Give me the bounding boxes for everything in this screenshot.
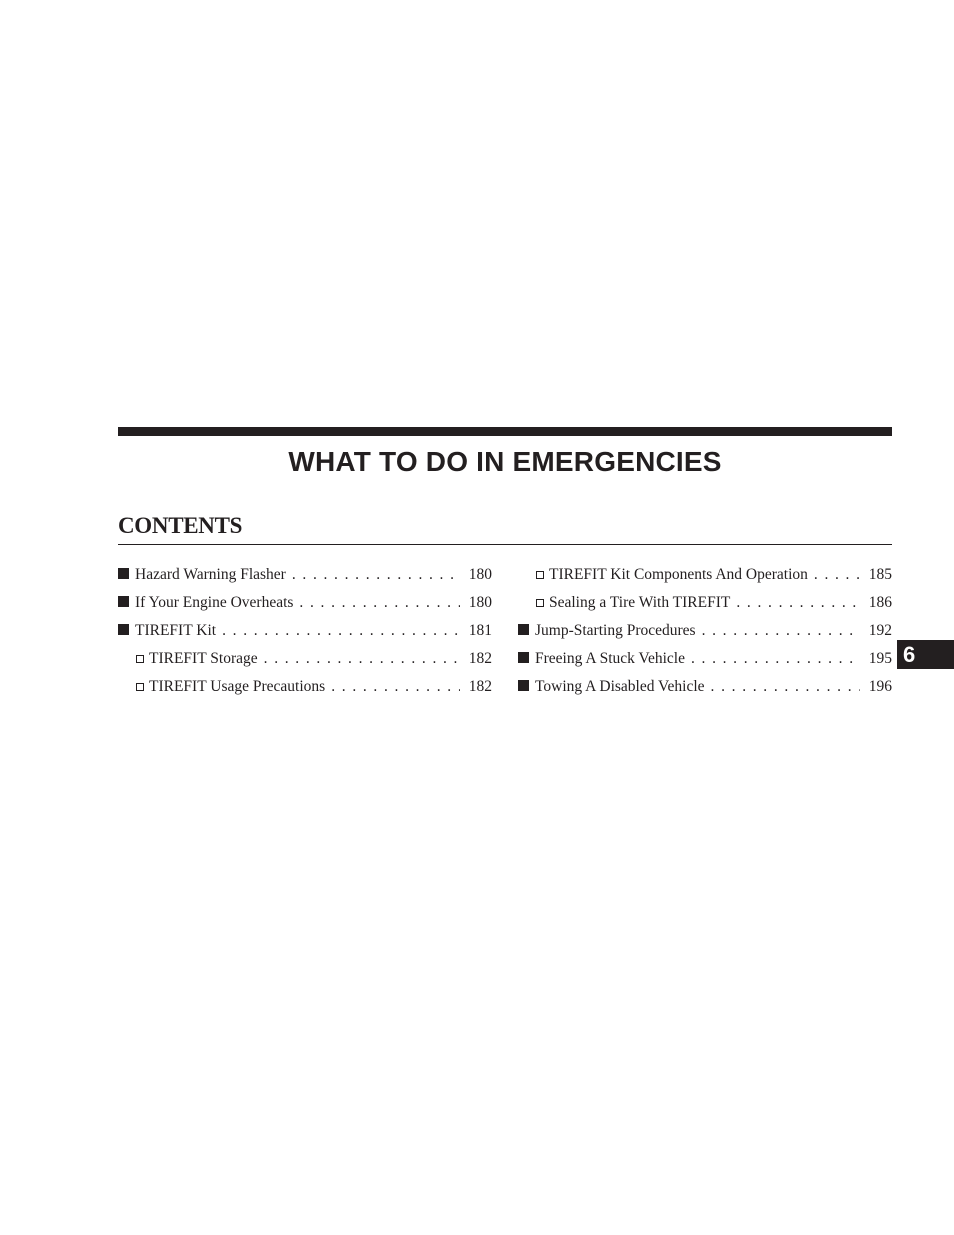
toc-entry-page: 180 [468, 566, 492, 583]
chapter-tab [897, 640, 954, 669]
toc-entry-page: 180 [468, 594, 492, 611]
toc-entry-page: 195 [868, 650, 892, 667]
toc-entry-label: Towing A Disabled Vehicle [535, 678, 705, 695]
dot-leader [264, 645, 460, 673]
dot-leader [691, 645, 860, 673]
filled-square-bullet-icon [518, 680, 529, 691]
toc-entry-tirefit-usage-precautions[interactable] [118, 673, 492, 701]
chapter-title: WHAT TO DO IN EMERGENCIES [288, 446, 722, 477]
hollow-square-bullet-icon [536, 571, 544, 579]
toc-entry-tirefit-storage[interactable] [118, 645, 492, 673]
toc-entry-hazard-warning-flasher[interactable] [118, 561, 492, 589]
toc-entry-page: 181 [468, 622, 492, 639]
hollow-square-bullet-icon [136, 655, 144, 663]
toc-entry-freeing-a-stuck-vehicle[interactable] [518, 645, 892, 673]
chapter-tab-number: 6 [903, 642, 916, 667]
toc-left-column [118, 561, 492, 701]
toc-entry-label: If Your Engine Overheats [135, 594, 294, 611]
dot-leader [222, 617, 460, 645]
dot-leader [702, 617, 860, 645]
toc-entry-page: 185 [868, 566, 892, 583]
contents-heading: CONTENTS [118, 513, 243, 538]
toc-entry-page: 182 [468, 650, 492, 667]
dot-leader [736, 589, 860, 617]
filled-square-bullet-icon [118, 624, 129, 635]
toc-entry-page: 182 [468, 678, 492, 695]
toc-entry-if-your-engine-overheats[interactable] [118, 589, 492, 617]
toc-entry-towing-a-disabled-vehicle[interactable] [518, 673, 892, 701]
toc-entry-tirefit-kit-components[interactable] [518, 561, 892, 589]
dot-leader [711, 673, 860, 701]
dot-leader [814, 561, 860, 589]
hollow-square-bullet-icon [136, 683, 144, 691]
toc-right-column [518, 561, 892, 701]
toc-entry-label: TIREFIT Kit [135, 622, 217, 639]
toc-entry-label: Sealing a Tire With TIREFIT [549, 594, 731, 611]
toc-entry-sealing-a-tire[interactable] [518, 589, 892, 617]
filled-square-bullet-icon [518, 624, 529, 635]
dot-leader [292, 561, 460, 589]
filled-square-bullet-icon [118, 596, 129, 607]
toc-entry-label: Freeing A Stuck Vehicle [535, 650, 685, 667]
contents-rule [118, 544, 892, 545]
dot-leader [331, 673, 460, 701]
hollow-square-bullet-icon [536, 599, 544, 607]
toc-entry-page: 196 [868, 678, 892, 695]
toc-entry-label: TIREFIT Storage [149, 650, 258, 667]
filled-square-bullet-icon [118, 568, 129, 579]
toc-entry-page: 192 [868, 622, 892, 639]
toc-entry-label: TIREFIT Kit Components And Operation [549, 566, 808, 583]
toc-entry-label: TIREFIT Usage Precautions [149, 678, 326, 695]
toc-entry-label: Hazard Warning Flasher [135, 566, 286, 583]
toc-entry-label: Jump-Starting Procedures [535, 622, 696, 639]
toc-entry-tirefit-kit[interactable] [118, 617, 492, 645]
toc-entry-jump-starting-procedures[interactable] [518, 617, 892, 645]
top-rule [118, 427, 892, 436]
filled-square-bullet-icon [518, 652, 529, 663]
dot-leader [299, 589, 460, 617]
toc-entry-page: 186 [868, 594, 892, 611]
